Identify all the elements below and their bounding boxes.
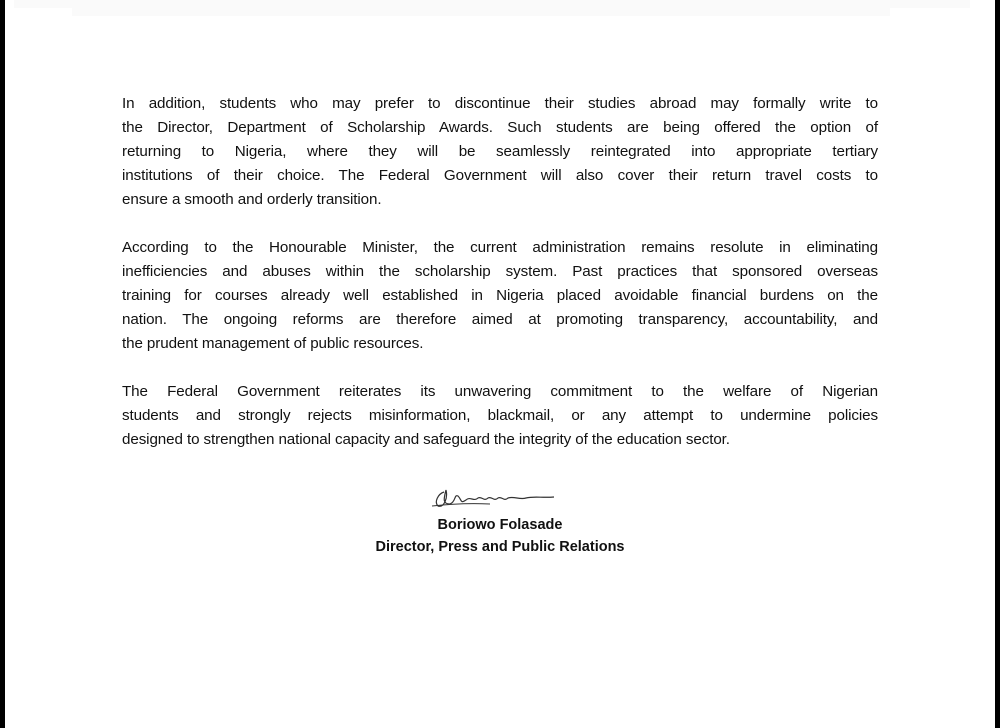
- text-line: institutions of their choice. The Federal Government will also cover their return travel costs to: [122, 167, 878, 184]
- text-line: In addition, students who may prefer to discontinue their studies abroad may formally write to: [122, 95, 878, 112]
- text-line: returning to Nigeria, where they will be seamlessly reintegrated into appropriate tertiary: [122, 143, 878, 160]
- text-line: designed to strengthen national capacity and safeguard the integrity of the education sector.: [122, 431, 730, 448]
- paragraph: [122, 236, 878, 356]
- document-body: [122, 92, 878, 476]
- left-border: [0, 0, 5, 728]
- paragraph: [122, 92, 878, 212]
- text-line: inefficiencies and abuses within the scholarship system. Past practices that sponsored overseas: [122, 263, 878, 280]
- signatory-name: Boriowo Folasade: [437, 517, 563, 533]
- page-top-edge: [14, 0, 970, 8]
- text-line: training for courses already well established in Nigeria placed avoidable financial burdens on the: [122, 287, 878, 304]
- page-top-edge-inner: [72, 8, 890, 16]
- text-line: ensure a smooth and orderly transition.: [122, 191, 382, 208]
- text-line: According to the Honourable Minister, the current administration remains resolute in eliminating: [122, 239, 878, 256]
- text-line: the prudent management of public resources.: [122, 335, 424, 352]
- text-line: the Director, Department of Scholarship Awards. Such students are being offered the option of: [122, 119, 878, 136]
- paragraph: [122, 380, 878, 452]
- signature: [430, 484, 560, 512]
- right-border: [995, 0, 1000, 728]
- text-line: nation. The ongoing reforms are therefore aimed at promoting transparency, accountability, and: [122, 311, 878, 328]
- text-line: The Federal Government reiterates its unwavering commitment to the welfare of Nigerian: [122, 383, 878, 400]
- signatory-title: Director, Press and Public Relations: [375, 539, 625, 555]
- text-line: students and strongly rejects misinformation, blackmail, or any attempt to undermine policies: [122, 407, 878, 424]
